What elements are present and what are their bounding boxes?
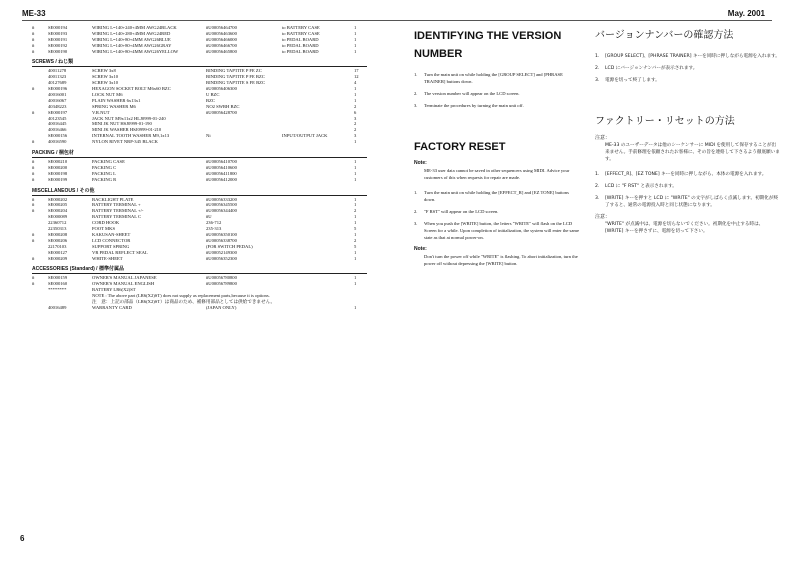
cell-qty: 1 — [354, 48, 357, 54]
cell-desc: BATTERY TERMINAL +/- — [92, 208, 144, 214]
cell-part: #U00056352300 — [206, 255, 237, 261]
table-row — [32, 305, 367, 311]
cell-desc: WIRING L=140+80+4MM AWG26YELLOW — [92, 48, 179, 54]
cell-code: SE000200 — [48, 164, 68, 170]
cell-desc: WIRING L=140+80+4MM AWG26BLUE — [92, 36, 171, 42]
cell-qty: 1 — [354, 25, 357, 30]
section-rule — [32, 66, 367, 67]
cell-desc: BATTERY LR6(X2)ST — [92, 287, 136, 293]
cell-code: 40016445 — [48, 121, 67, 127]
cell-part: #U00056463600 — [206, 30, 237, 36]
table-row — [32, 49, 367, 55]
cell-code: 22350313 — [48, 226, 67, 232]
section-rule — [32, 273, 367, 274]
cell-desc: BACKLIGHT PLATE — [92, 196, 134, 202]
cell-mark: # — [32, 30, 35, 36]
cell-qty: 1 — [354, 214, 357, 220]
cell-qty: 1 — [354, 92, 357, 98]
version-title-en: IDENTIFYING THE VERSION NUMBER — [414, 30, 562, 60]
reset-steps-jp — [595, 171, 780, 209]
cell-desc: V.R.NUT — [92, 109, 110, 115]
cell-note: to BATTERY CASE — [282, 30, 320, 36]
header-rule — [22, 20, 772, 21]
note2-label-en: Note: — [414, 246, 427, 252]
step-text: LCD に "F RST" と表示されます。 — [605, 184, 677, 189]
cell-code: SE000190 — [48, 48, 68, 54]
cell-mark: # — [32, 281, 35, 287]
section-title: SCREWS / ねじ類 — [32, 59, 74, 66]
note2-jp: "WRITE" が点滅中は、電源を切らないでください。初期化を中止する時は、[WRITE] キーを押さずに、電源を切って下さい。 — [605, 222, 764, 234]
cell-desc: WHITE-SHEET — [92, 255, 123, 261]
section-note: NOTE : The above part (LR6(X2)ST) does not supply as replacement parts,because it is options. — [92, 293, 270, 299]
cell-qty: 5 — [354, 243, 357, 249]
cell-qty: 1 — [354, 249, 357, 255]
cell-qty: 2 — [354, 121, 357, 127]
cell-code: 40011278 — [48, 68, 67, 74]
note1-en: ME-33 user data cannot be saved in other sequencers using MIDI. Advice your customers of this when requests for repair are made. — [424, 168, 570, 180]
cell-part: #U00056406300 — [206, 86, 237, 92]
cell-part: #U00056333200 — [206, 196, 237, 202]
cell-note: to PEDAL BOARD — [282, 48, 319, 54]
cell-part: Ni — [206, 133, 211, 139]
table-row — [32, 256, 367, 262]
section-rule — [32, 157, 367, 158]
cell-mark: # — [32, 36, 35, 42]
step-text: Turn the main unit on while holding the [EFFECT_R] and [EZ TONE] buttons down. — [424, 190, 569, 202]
cell-desc: WARRANTY CARD — [92, 305, 132, 311]
cell-part: BINDING TAPTITE P FE ZC — [206, 68, 262, 74]
cell-part: BINDING TAPTITE S FE BZC — [206, 80, 266, 86]
step-item — [595, 77, 780, 84]
step-item — [595, 53, 780, 60]
step-number: 2. — [595, 66, 600, 71]
date-header: May. 2001 — [727, 9, 765, 18]
cell-code: 40016067 — [48, 97, 67, 103]
cell-desc: OWNER'S MANUAL ENGLISH — [92, 281, 155, 287]
cell-mark: # — [32, 176, 35, 182]
cell-code: SE000210 — [48, 159, 68, 165]
step-number: 1. — [414, 190, 418, 195]
cell-desc: PACKING CASE — [92, 159, 125, 165]
cell-qty: 1 — [354, 42, 357, 48]
cell-code: 40016466 — [48, 127, 67, 133]
cell-qty: 1 — [354, 176, 357, 182]
cell-mark: # — [32, 86, 35, 92]
cell-part: #U00056412000 — [206, 176, 237, 182]
step-text: [EFFECT_R]、[EZ TONE] キーを同時に押しながら、本体の電源を入れます。 — [605, 172, 767, 177]
step-text: LCD にバージョンナンバーが表示されます。 — [605, 66, 698, 71]
cell-desc: OWNER'S MANUAL JAPANESE — [92, 275, 157, 281]
note-label-en: Note: — [414, 160, 427, 166]
model-header: ME-33 — [22, 9, 46, 18]
cell-part: #U00056345500 — [206, 202, 237, 208]
japanese-column — [595, 27, 780, 235]
page-number: 6 — [20, 534, 25, 543]
cell-qty: 1 — [354, 36, 357, 42]
step-item — [595, 183, 780, 190]
cell-qty: 3 — [354, 133, 357, 139]
cell-note: to BATTERY CASE — [282, 25, 320, 30]
cell-code: SE000193 — [48, 30, 68, 36]
section-note: 注 意：上記の部品（LR6(X2)ST）は商品のため、補修用部品としては供給できません。 — [92, 299, 276, 305]
reset-title-en: FACTORY RESET — [414, 141, 506, 153]
cell-desc: BATTERY TERMINAL C — [92, 214, 142, 220]
cell-part: #U00056780800 — [206, 275, 237, 281]
cell-code: ******** — [48, 287, 67, 293]
cell-code: SE000206 — [48, 237, 68, 243]
cell-qty: 1 — [354, 220, 357, 226]
cell-part: #U00052149300 — [206, 249, 237, 255]
cell-mark: # — [32, 231, 35, 237]
cell-desc: PACKING C — [92, 164, 117, 170]
cell-part: #U00056411800 — [206, 170, 237, 176]
cell-qty: 1 — [354, 86, 357, 92]
note-label-jp: 注意： — [595, 135, 611, 141]
cell-mark: # — [32, 109, 35, 115]
cell-code: 40016590 — [48, 139, 67, 145]
step-text: Terminate the procedures by turning the main unit off. — [424, 103, 524, 108]
cell-part: #U00056789800 — [206, 281, 237, 287]
cell-desc: NYLON RIVET NRP-345 BLACK — [92, 139, 158, 145]
cell-code: SE000194 — [48, 25, 68, 30]
cell-qty: 1 — [354, 305, 357, 311]
step-number: 3. — [595, 196, 600, 201]
cell-mark: # — [32, 159, 35, 165]
cell-code: 40123545 — [48, 115, 67, 121]
version-steps-jp — [595, 53, 780, 84]
cell-part: 235-313 — [206, 226, 222, 232]
cell-qty: 2 — [354, 237, 357, 243]
step-number: 1. — [414, 72, 418, 77]
cell-desc: PLAIN WASHER 6x13x1 — [92, 97, 141, 103]
cell-part: NO2 SWRH BZC — [206, 103, 240, 109]
step-item — [414, 71, 579, 85]
cell-desc: KAKUSAN-SHEET — [92, 231, 131, 237]
cell-part: #U00056465800 — [206, 48, 237, 54]
step-number: 2. — [414, 91, 418, 96]
table-row — [32, 139, 367, 145]
cell-part: (FOR SWITCH PEDAL) — [206, 243, 253, 249]
reset-title-jp: ファクトリー・リセットの方法 — [595, 116, 735, 127]
cell-code: 40016001 — [48, 92, 67, 98]
cell-note: to PEDAL BOARD — [282, 42, 319, 48]
cell-mark: # — [32, 275, 35, 281]
cell-qty: 1 — [354, 281, 357, 287]
cell-code: SE000192 — [48, 42, 68, 48]
cell-code: SE000202 — [48, 196, 68, 202]
step-text: Turn the main unit on while holding the [GROUP SELECT] and [PHRASE TRAINER] buttons down. — [424, 72, 563, 84]
cell-code: SE000160 — [48, 281, 68, 287]
cell-code: SE000089 — [48, 214, 68, 220]
cell-desc: SCREW 3x8 — [92, 68, 116, 74]
cell-mark: # — [32, 170, 35, 176]
step-number: 1. — [595, 172, 600, 177]
step-item — [414, 90, 579, 97]
cell-desc: WIRING L=140+240+4MM AWG24BLACK — [92, 25, 177, 30]
cell-qty: 1 — [354, 255, 357, 261]
cell-desc: VR PEDAL REFLECT SEAL — [92, 249, 148, 255]
cell-mark: # — [32, 164, 35, 170]
step-item — [595, 195, 780, 209]
cell-code: 40348223 — [48, 103, 67, 109]
note1-jp: ME-33 のユーザーデータは他のシーケンサーに MIDI を使用して保存することが出来ません。手前修理を依頼されたお客様に、その旨を連絡して下さるよう徹底願います。 — [605, 143, 780, 162]
cell-mark: # — [32, 48, 35, 54]
cell-part: #U00056466000 — [206, 36, 237, 42]
cell-part: (JAPAN ONLY) — [206, 305, 237, 311]
cell-part: #U00056464700 — [206, 25, 237, 30]
cell-qty: 12 — [354, 74, 359, 80]
step-text: [GROUP SELECT]、[PHRASE TRAINER] キーを同時に押しながら電源を入れます。 — [605, 54, 780, 59]
cell-part: #U00056428700 — [206, 109, 237, 115]
cell-desc: FOOT MKS — [92, 226, 116, 232]
cell-qty: 1 — [354, 196, 357, 202]
cell-qty: 1 — [354, 275, 357, 281]
version-steps-en — [414, 71, 579, 109]
step-item — [595, 171, 780, 178]
table-row — [32, 287, 367, 293]
cell-desc: WIRING L=140+280+4MM AWG24RED — [92, 30, 171, 36]
cell-code: SE000209 — [48, 255, 68, 261]
step-number: 2. — [595, 184, 600, 189]
cell-code: SE000197 — [48, 109, 68, 115]
step-number: 3. — [414, 103, 418, 108]
step-text: [WRITE] キーを押すと LCD に "WRITE" の文字がしばらく点滅します。初期化が終了すると、通常の電源投入時と同じ状態になります。 — [605, 196, 779, 208]
cell-part: #U00056344400 — [206, 208, 237, 214]
cell-code: 40127689 — [48, 80, 67, 86]
cell-code: 22360712 — [48, 220, 67, 226]
cell-desc: LCD CONNECTOR — [92, 237, 131, 243]
cell-code: SE000205 — [48, 202, 68, 208]
cell-mark: # — [32, 237, 35, 243]
cell-desc: PACKING L — [92, 170, 116, 176]
cell-qty: 1 — [354, 170, 357, 176]
cell-part: #U00056466700 — [206, 42, 237, 48]
cell-mark: # — [32, 139, 35, 145]
cell-desc: PACKING R — [92, 176, 117, 182]
step-text: 電源を切って終了します。 — [605, 78, 660, 83]
note2-label-jp: 注意： — [595, 214, 611, 220]
cell-code: 40011323 — [48, 74, 67, 80]
cell-mark: # — [32, 25, 35, 30]
cell-part: #U00056410700 — [206, 159, 237, 165]
cell-part: #U — [206, 214, 212, 220]
cell-qty: 4 — [354, 80, 357, 86]
cell-qty: 1 — [354, 159, 357, 165]
cell-desc: SCREW 3x10 — [92, 74, 119, 80]
cell-mark: # — [32, 202, 35, 208]
cell-code: SE000198 — [48, 170, 68, 176]
cell-desc: SPRING WASHER M6 — [92, 103, 136, 109]
parts-list — [32, 25, 367, 311]
cell-part: #U00056350100 — [206, 231, 237, 237]
cell-mark: # — [32, 42, 35, 48]
cell-qty: 3 — [354, 115, 357, 121]
cell-desc: SUPPORT SPRING — [92, 243, 130, 249]
cell-code: SE000196 — [48, 86, 68, 92]
cell-qty: 2 — [354, 103, 357, 109]
cell-qty: 1 — [354, 164, 357, 170]
cell-qty: 5 — [354, 226, 357, 232]
step-text: "F RST" will appear on the LCD screen. — [424, 209, 499, 214]
cell-code: 22170103 — [48, 243, 67, 249]
cell-desc: BATTERY TERMINAL + — [92, 202, 141, 208]
cell-desc: WIRING L=140+80+4MM AWG26GRAY — [92, 42, 172, 48]
step-item — [414, 208, 579, 215]
cell-code: SE000204 — [48, 208, 68, 214]
cell-code: SE000199 — [48, 176, 68, 182]
cell-part: U BZC — [206, 92, 220, 98]
cell-mark: # — [32, 255, 35, 261]
cell-qty: 6 — [354, 109, 357, 115]
section-title: ACCESSORIES (Standard) / 標準付属品 — [32, 266, 124, 273]
cell-desc: HEXAGON SOCKET BOLT M6x60 BZC — [92, 86, 171, 92]
reset-steps-en — [414, 189, 579, 241]
cell-code: SE000191 — [48, 36, 68, 42]
step-item — [414, 220, 579, 241]
cell-desc: LOCK NUT M6 — [92, 92, 123, 98]
cell-qty: 1 — [354, 231, 357, 237]
cell-code: SE000156 — [48, 133, 68, 139]
step-text: The version number will appear on the LCD screen. — [424, 91, 520, 96]
cell-part: #U00056338700 — [206, 237, 237, 243]
cell-part: BINDING TAPTITE P FE BZC — [206, 74, 265, 80]
step-number: 1. — [595, 54, 600, 59]
cell-part: #U00056410600 — [206, 164, 237, 170]
note2-en: Don't turn the power off while "WRITE" is flashing. To abort initialization, turn the power off without depressing the [WRITE] button. — [424, 254, 578, 266]
cell-code: SE000159 — [48, 275, 68, 281]
cell-qty: 1 — [354, 30, 357, 36]
step-number: 3. — [414, 221, 418, 226]
section-title: PACKING / 梱包材 — [32, 150, 74, 157]
cell-note: INPUT/OUTPUT JACK — [282, 133, 328, 139]
section-rule — [32, 195, 367, 196]
step-item — [414, 189, 579, 203]
step-item — [595, 65, 780, 72]
cell-desc: SCREW 3x10 — [92, 80, 119, 86]
cell-qty: 17 — [354, 68, 359, 74]
version-title-jp: バージョンナンバーの確認方法 — [595, 30, 734, 41]
cell-qty: 1 — [354, 139, 357, 145]
cell-part: 236-712 — [206, 220, 222, 226]
cell-qty: 1 — [354, 97, 357, 103]
step-item — [414, 102, 579, 109]
cell-desc: JACK NUT M9x11x2 HLJ0999-01-240 — [92, 115, 166, 121]
cell-note: to PEDAL BOARD — [282, 36, 319, 42]
step-text: When you push the [WRITE] button, the letters "WRITE" will flash on the LCD Screen for a while. Upon completion of initialization, the system will enter the same state as that at normal power-on. — [424, 221, 579, 240]
cell-code: 40016489 — [48, 305, 67, 311]
cell-part: BZC — [206, 97, 215, 103]
cell-mark: # — [32, 196, 35, 202]
cell-code: SE000127 — [48, 249, 68, 255]
cell-qty: 1 — [354, 202, 357, 208]
step-number: 3. — [595, 78, 600, 83]
cell-code: SE000208 — [48, 231, 68, 237]
table-row — [32, 177, 367, 183]
cell-desc: MINI JK NUT HSJ0999-01-190 — [92, 121, 152, 127]
cell-desc: MINI JK WASHER HSJ0999-01-210 — [92, 127, 162, 133]
cell-qty: 2 — [354, 208, 357, 214]
section-title: MISCELLANEOUS / その他 — [32, 187, 95, 194]
cell-qty: 2 — [354, 127, 357, 133]
cell-desc: INTERNAL TOOTH WASHER M9,1x13 — [92, 133, 170, 139]
english-column — [414, 27, 579, 267]
cell-desc: CORD HOOK — [92, 220, 120, 226]
step-number: 2. — [414, 209, 418, 214]
cell-mark: # — [32, 208, 35, 214]
